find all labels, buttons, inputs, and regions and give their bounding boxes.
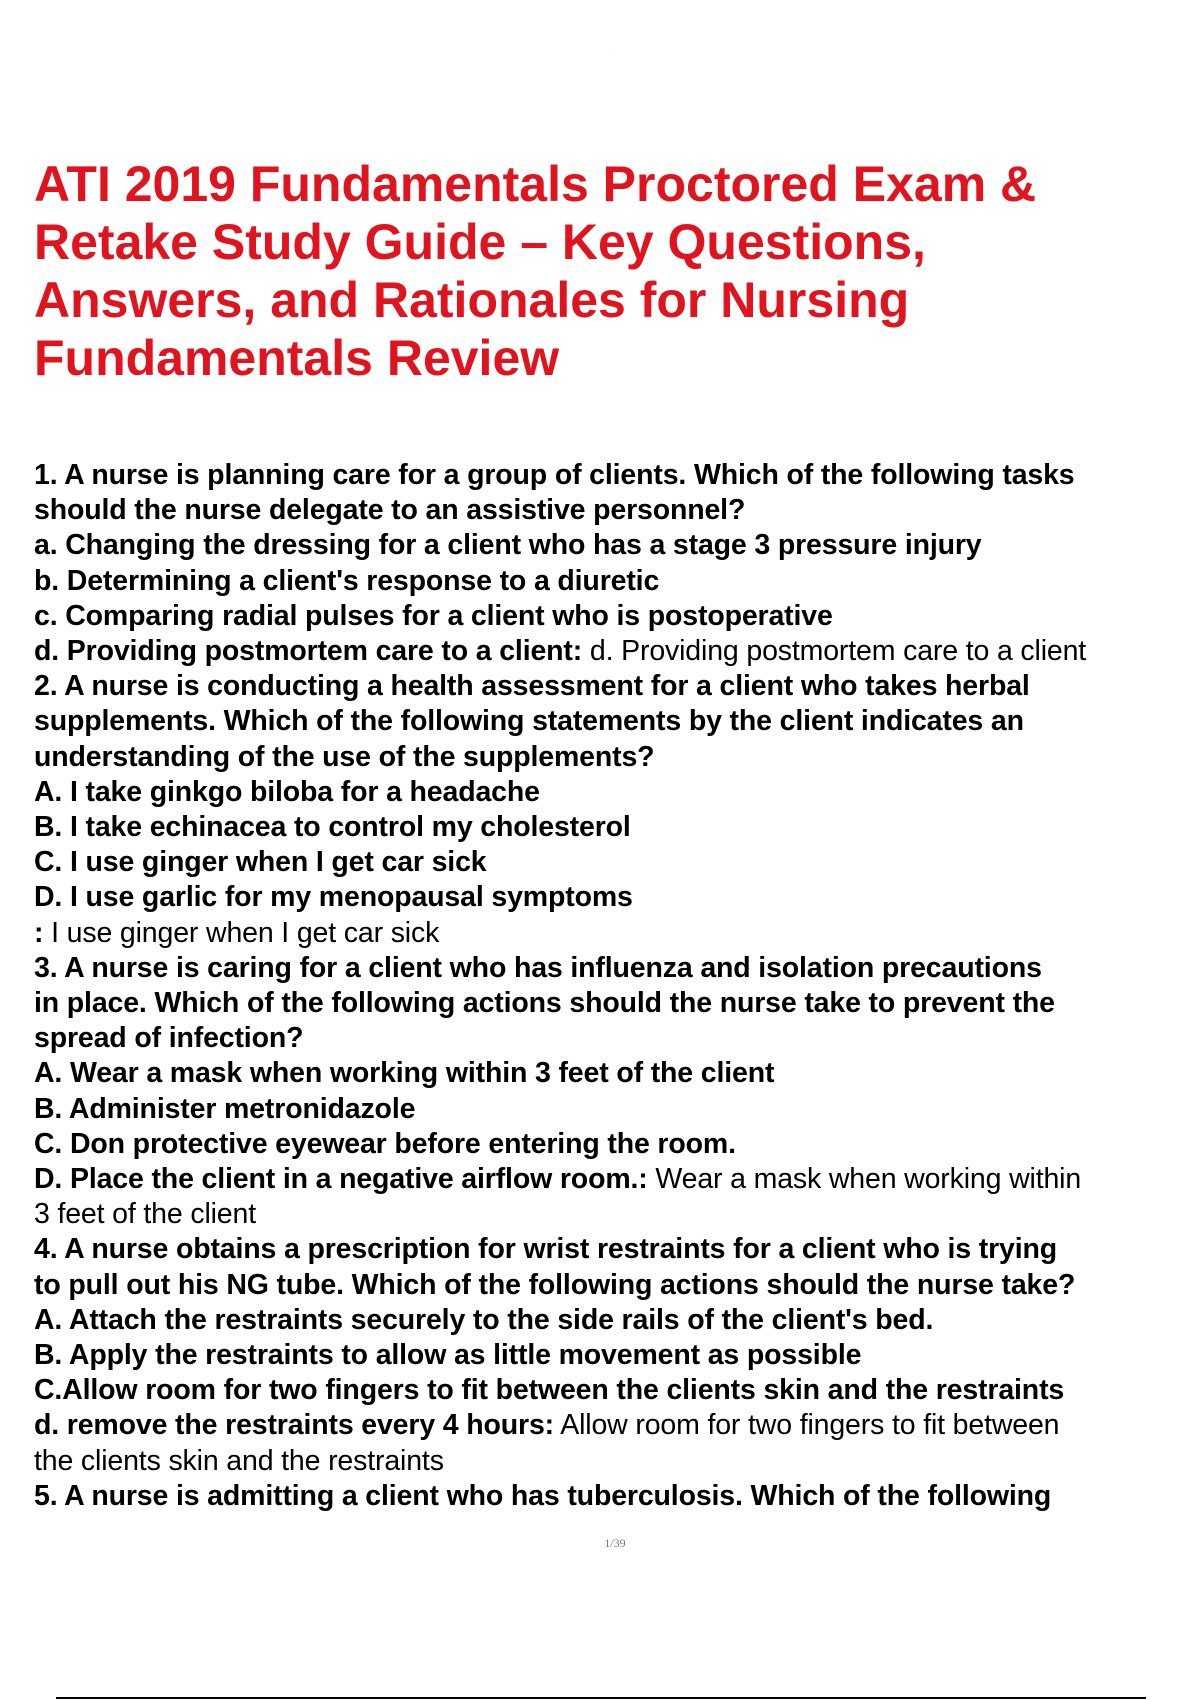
text-line: 4. A nurse obtains a prescription for wrist restraints for a client who is trying — [34, 1233, 1058, 1266]
text-line: to pull out his NG tube. Which of the following actions should the nurse take? — [34, 1268, 1076, 1301]
text-line: a. Changing the dressing for a client who has a stage 3 pressure injury — [34, 529, 982, 562]
text-line: A. I take ginkgo biloba for a headache — [34, 775, 540, 808]
text-line: understanding of the use of the supplements? — [34, 740, 655, 773]
text-line: C. Don protective eyewear before entering the room. — [34, 1127, 736, 1160]
text-line: supplements. Which of the following statements by the client indicates an — [34, 705, 1024, 738]
text-line: 2. A nurse is conducting a health assessment for a client who takes herbal — [34, 670, 1030, 703]
text-line: D. Place the client in a negative airflow room.: Wear a mask when working within — [34, 1163, 1082, 1196]
text-line: B. I take echinacea to control my cholesterol — [34, 811, 631, 844]
question-content — [34, 458, 1194, 1514]
text-line: 1. A nurse is planning care for a group of clients. Which of the following tasks — [34, 459, 1075, 491]
top-mark: . — [612, 48, 614, 54]
page-number: 1/39 — [604, 1536, 626, 1550]
text-line: 3 feet of the client — [34, 1198, 256, 1231]
text-line: B. Apply the restraints to allow as little movement as possible — [34, 1339, 862, 1372]
text-line: b. Determining a client's response to a diuretic — [34, 564, 660, 597]
text-line: A. Attach the restraints securely to the side rails of the client's bed. — [34, 1303, 934, 1336]
text-line: D. I use garlic for my menopausal symptoms — [34, 881, 633, 914]
document-title: ATI 2019 Fundamentals Proctored Exam & Retake Study Guide – Key Questions, Answers, and Rationales for Nursing Fundamentals Review — [34, 156, 1037, 386]
text-line: in place. Which of the following actions should the nurse take to prevent the — [34, 987, 1055, 1020]
text-line: A. Wear a mask when working within 3 feet of the client — [34, 1057, 775, 1090]
text-line: : I use ginger when I get car sick — [34, 916, 440, 949]
bottom-divider — [56, 1697, 1146, 1699]
text-line: spread of infection? — [34, 1022, 304, 1055]
text-line: 5. A nurse is admitting a client who has tuberculosis. Which of the following — [34, 1479, 1052, 1512]
text-line: d. Providing postmortem care to a client: d. Providing postmortem care to a client — [34, 635, 1087, 668]
text-line: B. Administer metronidazole — [34, 1092, 416, 1125]
text-line: d. remove the restraints every 4 hours: Allow room for two fingers to fit between — [34, 1409, 1060, 1442]
text-line: C. I use ginger when I get car sick — [34, 846, 487, 879]
text-line: the clients skin and the restraints — [34, 1444, 444, 1477]
text-line: should the nurse delegate to an assistive personnel? — [34, 494, 746, 527]
text-line: c. Comparing radial pulses for a client who is postoperative — [34, 599, 833, 632]
text-line: C.Allow room for two fingers to fit between the clients skin and the restraints — [34, 1374, 1065, 1407]
text-line: 3. A nurse is caring for a client who has influenza and isolation precautions — [34, 951, 1042, 984]
